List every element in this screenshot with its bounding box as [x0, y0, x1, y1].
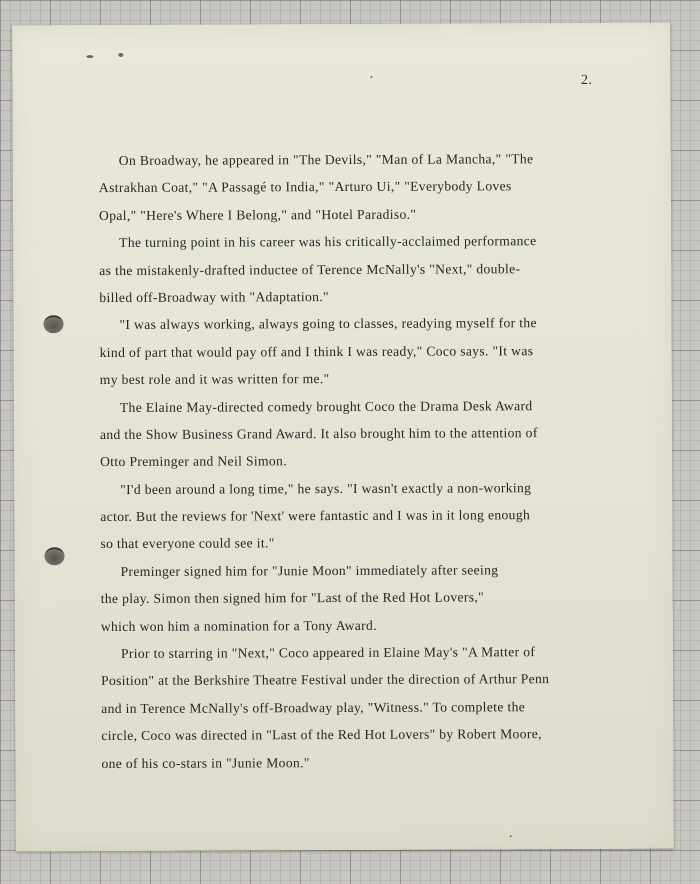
text-line: "I was always working, always going to classes, readying myself for the — [119, 315, 537, 333]
paper-blemish — [118, 53, 123, 57]
text-line: The turning point in his career was his critically-acclaimed performance — [119, 233, 537, 251]
punch-hole-bottom — [44, 547, 64, 565]
text-line: Astrakhan Coat," "A Passagé to India," "Arturo Ui," "Everybody Loves — [98, 178, 512, 196]
text-line: Position" at the Berkshire Theatre Festival under the direction of Arthur Penn — [101, 671, 550, 689]
text-line: actor. But the reviews for 'Next' were fantastic and I was in it long enough — [100, 507, 531, 525]
text-line: billed off-Broadway with "Adaptation." — [99, 289, 329, 306]
text-line: kind of part that would pay off and I think I was ready," Coco says. "It was — [99, 342, 534, 360]
text-line: On Broadway, he appeared in "The Devils," "Man of La Mancha," "The — [118, 151, 534, 168]
body-text — [99, 145, 622, 777]
text-line: so that everyone could see it." — [100, 535, 275, 552]
text-line: Preminger signed him for "Junie Moon" immediately after seeing — [120, 562, 499, 579]
text-line: and in Terence McNally's off-Broadway play, "Witness." To complete the — [101, 699, 526, 716]
text-line: the play. Simon then signed him for "Last of the Red Hot Lovers," — [100, 589, 485, 607]
text-line: "I'd been around a long time," he says. "I wasn't exactly a non-working — [120, 479, 532, 497]
text-line: Opal," "Here's Where I Belong," and "Hotel Paradiso." — [98, 206, 417, 223]
paper-blemish — [370, 76, 372, 78]
paper-blemish — [86, 55, 93, 58]
text-line: my best role and it was written for me." — [99, 371, 330, 388]
text-line: Otto Preminger and Neil Simon. — [100, 453, 287, 470]
text-line: circle, Coco was directed in "Last of the Red Hot Lovers" by Robert Moore, — [101, 726, 542, 744]
text-line: which won him a nomination for a Tony Award. — [100, 617, 377, 634]
text-line: Prior to starring in "Next," Coco appeared in Elaine May's "A Matter of — [120, 644, 536, 662]
text-line: as the mistakenly-drafted inductee of Terence McNally's "Next," double- — [99, 260, 521, 278]
punch-hole-top — [43, 315, 63, 333]
paper-blemish — [510, 835, 512, 837]
page-number: 2. — [580, 72, 593, 88]
text-line: The Elaine May-directed comedy brought Coco the Drama Desk Award — [119, 397, 533, 415]
typewritten-page — [12, 23, 674, 852]
text-line: and the Show Business Grand Award. It also brought him to the attention of — [99, 425, 538, 442]
text-line: one of his co-stars in "Junie Moon." — [101, 754, 310, 771]
